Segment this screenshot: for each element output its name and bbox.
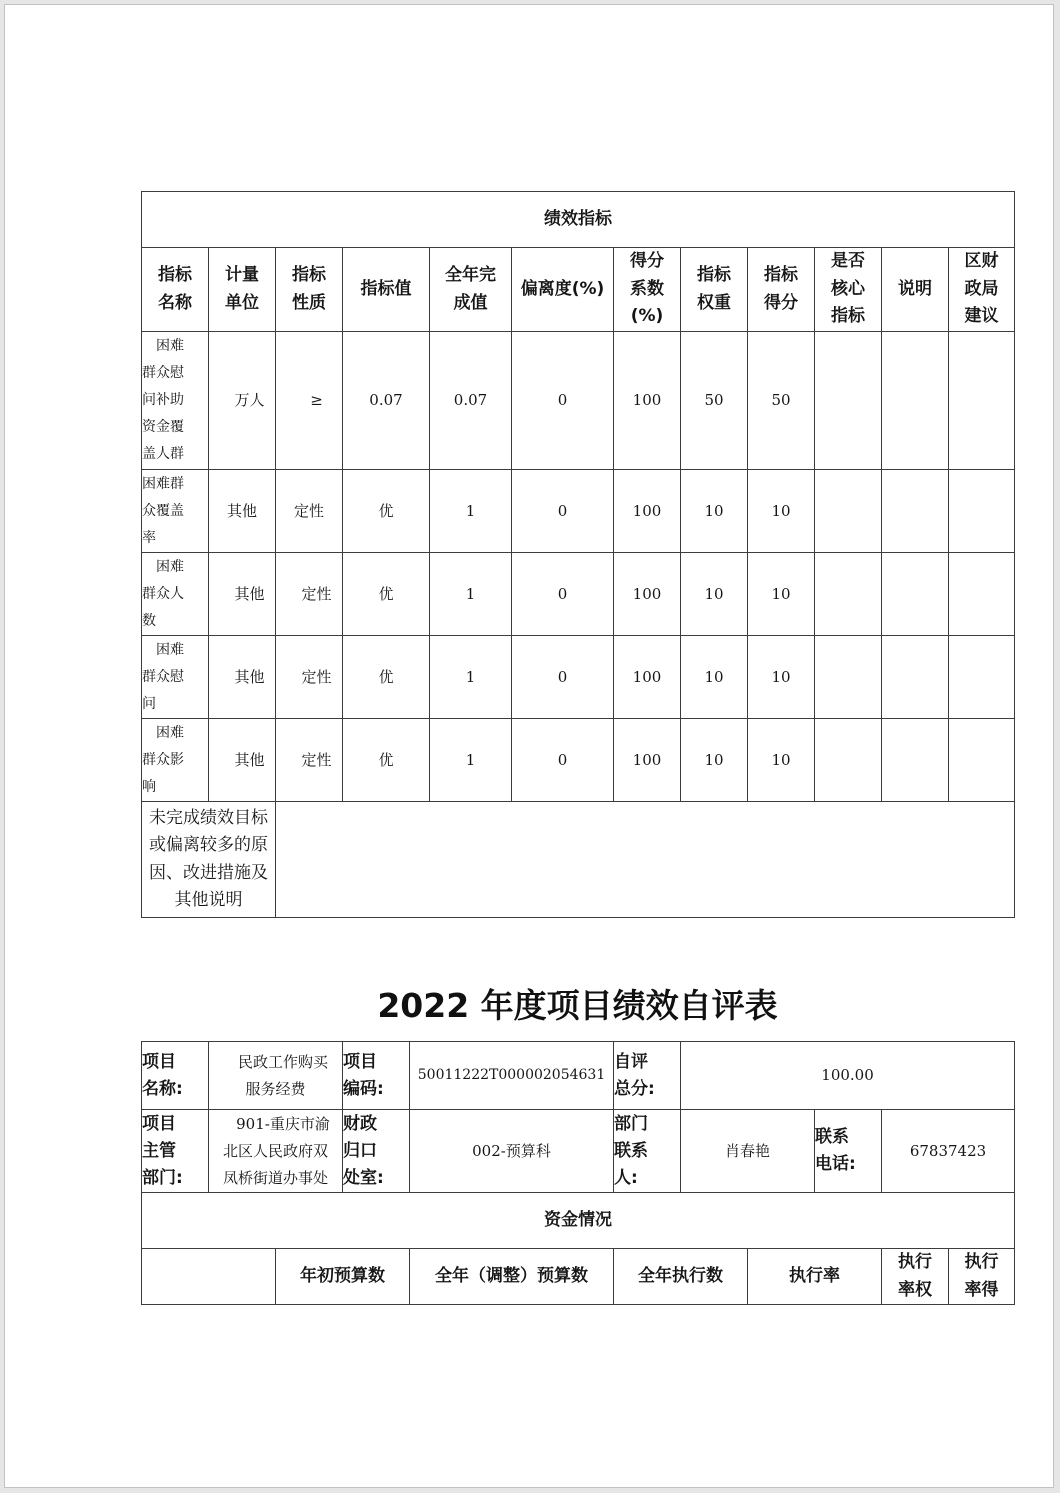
nature-cell <box>276 470 343 553</box>
indicator-row <box>142 636 1015 719</box>
score-cell <box>748 332 815 470</box>
suggestion-cell <box>949 719 1015 802</box>
weight-cell <box>681 470 748 553</box>
indicator-name-cell <box>142 470 209 553</box>
unit-cell <box>209 332 276 470</box>
column-header-label: 得分系数(%) <box>629 251 664 327</box>
weight-value: 10 <box>704 584 724 603</box>
coefficient-value: 100 <box>632 750 662 769</box>
total-score-label: 自评总分: <box>614 1051 655 1099</box>
deviation-value: 0 <box>557 501 568 520</box>
actual-value: 1 <box>465 750 476 769</box>
score-cell <box>748 719 815 802</box>
actual-value: 1 <box>465 584 476 603</box>
nature: 定性 <box>301 750 332 769</box>
deviation-cell <box>512 636 614 719</box>
nature-cell <box>276 636 343 719</box>
column-header-label: 指标名称 <box>157 265 192 313</box>
finance-office-label-cell <box>343 1110 410 1193</box>
deviation-cell <box>512 332 614 470</box>
actual-cell <box>430 332 512 470</box>
deviation-cell <box>512 470 614 553</box>
weight-cell <box>681 332 748 470</box>
column-header-suggestion <box>949 248 1015 332</box>
indicator-row <box>142 332 1015 470</box>
contact-label: 部门联系人: <box>614 1113 648 1188</box>
project-code-label-cell <box>343 1042 410 1110</box>
note-cell <box>882 719 949 802</box>
unit: 其他 <box>234 584 265 603</box>
funds-title-row <box>142 1193 1015 1249</box>
nature-cell <box>276 719 343 802</box>
column-header-unit <box>209 248 276 332</box>
column-header-target <box>343 248 430 332</box>
unit-cell <box>209 636 276 719</box>
department-cell <box>209 1110 343 1193</box>
indicator-name-cell <box>142 719 209 802</box>
weight-value: 10 <box>704 667 724 686</box>
explanation-content-cell <box>276 802 1015 918</box>
column-header-row <box>142 248 1015 332</box>
column-header-label: 区财政局建议 <box>964 251 999 327</box>
indicator-name-cell <box>142 332 209 470</box>
column-header-label: 偏离度(%) <box>520 278 605 299</box>
funds-header-adjusted-budget <box>410 1249 614 1305</box>
section-title-row <box>142 192 1015 248</box>
funds-header-label: 执行率权 <box>897 1252 932 1300</box>
column-header-actual <box>430 248 512 332</box>
funds-title: 资金情况 <box>544 1209 613 1230</box>
funds-header-row <box>142 1249 1015 1305</box>
funds-header-execution-rate <box>748 1249 882 1305</box>
weight-cell <box>681 636 748 719</box>
unit: 其他 <box>234 667 265 686</box>
suggestion-cell <box>949 470 1015 553</box>
indicator-name: 困难群众慰问补助资金覆盖人群 <box>142 338 184 462</box>
coefficient-value: 100 <box>632 501 662 520</box>
performance-indicator-table <box>141 191 1015 918</box>
actual-cell <box>430 470 512 553</box>
form-title: 2022 年度项目绩效自评表 <box>377 986 778 1025</box>
target-value: 优 <box>378 501 394 520</box>
column-header-indicator-name <box>142 248 209 332</box>
phone-label-cell <box>815 1110 882 1193</box>
column-header-label: 指标得分 <box>763 265 798 313</box>
finance-office-cell <box>410 1110 614 1193</box>
note-cell <box>882 332 949 470</box>
project-name-label-cell <box>142 1042 209 1110</box>
coefficient-cell <box>614 470 681 553</box>
score-value: 50 <box>771 391 791 409</box>
score-cell <box>748 553 815 636</box>
indicator-name: 困难群众覆盖率 <box>142 475 184 546</box>
unit-cell <box>209 553 276 636</box>
deviation-value: 0 <box>557 584 568 603</box>
indicator-name: 困难群众慰问 <box>142 641 184 712</box>
actual-cell <box>430 719 512 802</box>
nature: 定性 <box>293 501 324 520</box>
column-header-score <box>748 248 815 332</box>
column-header-nature <box>276 248 343 332</box>
column-header-label: 指标性质 <box>291 265 326 313</box>
target-cell <box>343 470 430 553</box>
target-cell <box>343 636 430 719</box>
actual-cell <box>430 553 512 636</box>
coefficient-cell <box>614 332 681 470</box>
target-value: 优 <box>378 667 394 686</box>
column-header-deviation <box>512 248 614 332</box>
coefficient-value: 100 <box>632 584 662 603</box>
deviation-cell <box>512 719 614 802</box>
indicator-row <box>142 553 1015 636</box>
phone-number: 67837423 <box>909 1141 987 1160</box>
indicator-name-cell <box>142 553 209 636</box>
department-info-row <box>142 1110 1015 1193</box>
performance-title-text: 绩效指标 <box>544 208 612 229</box>
actual-cell <box>430 636 512 719</box>
funds-blank-cell <box>142 1249 276 1305</box>
score-value: 10 <box>771 667 791 686</box>
deviation-value: 0 <box>557 391 568 409</box>
department-label: 项目主管部门: <box>142 1113 183 1188</box>
target-value: 0.07 <box>369 391 403 409</box>
indicator-name-cell <box>142 636 209 719</box>
column-header-label: 是否核心指标 <box>830 251 865 327</box>
suggestion-cell <box>949 636 1015 719</box>
contact-label-cell <box>614 1110 681 1193</box>
phone-label: 联系电话: <box>815 1127 856 1174</box>
target-cell <box>343 553 430 636</box>
coefficient-value: 100 <box>632 667 662 686</box>
score-cell <box>748 636 815 719</box>
column-header-coefficient <box>614 248 681 332</box>
project-info-row <box>142 1042 1015 1110</box>
performance-section-title <box>142 192 1015 248</box>
column-header-label: 计量单位 <box>224 265 259 313</box>
project-name-label: 项目名称: <box>142 1051 183 1099</box>
contact-person: 肖春艳 <box>724 1141 770 1160</box>
funds-header-label: 全年（调整）预算数 <box>435 1265 588 1286</box>
total-score-label-cell <box>614 1042 681 1110</box>
indicator-name: 困难群众影响 <box>142 724 184 795</box>
column-header-note <box>882 248 949 332</box>
score-cell <box>748 470 815 553</box>
self-evaluation-table <box>141 1041 1015 1305</box>
funds-header-rate-score <box>949 1249 1015 1305</box>
project-code-label: 项目编码: <box>343 1051 384 1099</box>
contact-cell <box>681 1110 815 1193</box>
coefficient-value: 100 <box>632 391 662 409</box>
weight-cell <box>681 719 748 802</box>
funds-header-label: 年初预算数 <box>300 1265 385 1286</box>
core-indicator-cell <box>815 332 882 470</box>
funds-header-label: 执行率得 <box>964 1252 999 1300</box>
deviation-cell <box>512 553 614 636</box>
unit-cell <box>209 719 276 802</box>
total-score-cell <box>681 1042 1015 1110</box>
score-value: 10 <box>771 584 791 603</box>
weight-value: 50 <box>704 391 724 409</box>
nature-cell <box>276 553 343 636</box>
deviation-value: 0 <box>557 750 568 769</box>
explanation-row <box>142 802 1015 918</box>
coefficient-cell <box>614 719 681 802</box>
note-cell <box>882 470 949 553</box>
nature: 定性 <box>301 667 332 686</box>
target-value: 优 <box>378 584 394 603</box>
actual-value: 1 <box>465 501 476 520</box>
score-value: 10 <box>771 501 791 520</box>
column-header-weight <box>681 248 748 332</box>
nature: ≥ <box>310 391 323 409</box>
funds-header-label: 全年执行数 <box>638 1265 723 1286</box>
score-value: 10 <box>771 750 791 769</box>
indicator-row <box>142 470 1015 553</box>
core-indicator-cell <box>815 636 882 719</box>
column-header-core <box>815 248 882 332</box>
core-indicator-cell <box>815 719 882 802</box>
department: 901-重庆市渝北区人民政府双凤桥街道办事处 <box>222 1114 330 1187</box>
weight-cell <box>681 553 748 636</box>
indicator-name: 困难群众人数 <box>142 558 184 629</box>
funds-title-cell <box>142 1193 1015 1249</box>
target-cell <box>343 332 430 470</box>
note-cell <box>882 636 949 719</box>
weight-value: 10 <box>704 750 724 769</box>
explanation-label-cell <box>142 802 276 918</box>
core-indicator-cell <box>815 553 882 636</box>
project-code-cell <box>410 1042 614 1110</box>
column-header-label: 说明 <box>898 278 932 299</box>
core-indicator-cell <box>815 470 882 553</box>
column-header-label: 指标值 <box>360 278 412 299</box>
suggestion-cell <box>949 332 1015 470</box>
coefficient-cell <box>614 636 681 719</box>
deviation-value: 0 <box>557 667 568 686</box>
weight-value: 10 <box>704 501 724 520</box>
funds-header-label: 执行率 <box>789 1265 840 1286</box>
department-label-cell <box>142 1110 209 1193</box>
funds-header-rate-weight <box>882 1249 949 1305</box>
finance-office: 002-预算科 <box>472 1141 551 1160</box>
target-value: 优 <box>378 750 394 769</box>
unit: 其他 <box>234 750 265 769</box>
note-cell <box>882 553 949 636</box>
column-header-label: 全年完成值 <box>445 265 496 313</box>
actual-value: 1 <box>465 667 476 686</box>
funds-header-initial-budget <box>276 1249 410 1305</box>
indicator-row <box>142 719 1015 802</box>
unit: 万人 <box>234 391 265 409</box>
column-header-label: 指标权重 <box>696 265 731 313</box>
nature-cell <box>276 332 343 470</box>
target-cell <box>343 719 430 802</box>
explanation-label: 未完成绩效目标或偏离较多的原因、改进措施及其他说明 <box>149 807 268 910</box>
suggestion-cell <box>949 553 1015 636</box>
total-score: 100.00 <box>821 1066 874 1084</box>
project-code: 50011222T000002054631 <box>417 1067 606 1083</box>
unit: 其他 <box>226 501 257 520</box>
funds-header-executed <box>614 1249 748 1305</box>
nature: 定性 <box>301 584 332 603</box>
unit-cell <box>209 470 276 553</box>
phone-cell <box>882 1110 1015 1193</box>
coefficient-cell <box>614 553 681 636</box>
finance-office-label: 财政归口处室: <box>343 1113 384 1188</box>
project-name-cell <box>209 1042 343 1110</box>
project-name: 民政工作购买服务经费 <box>237 1052 328 1098</box>
actual-value: 0.07 <box>453 391 488 409</box>
